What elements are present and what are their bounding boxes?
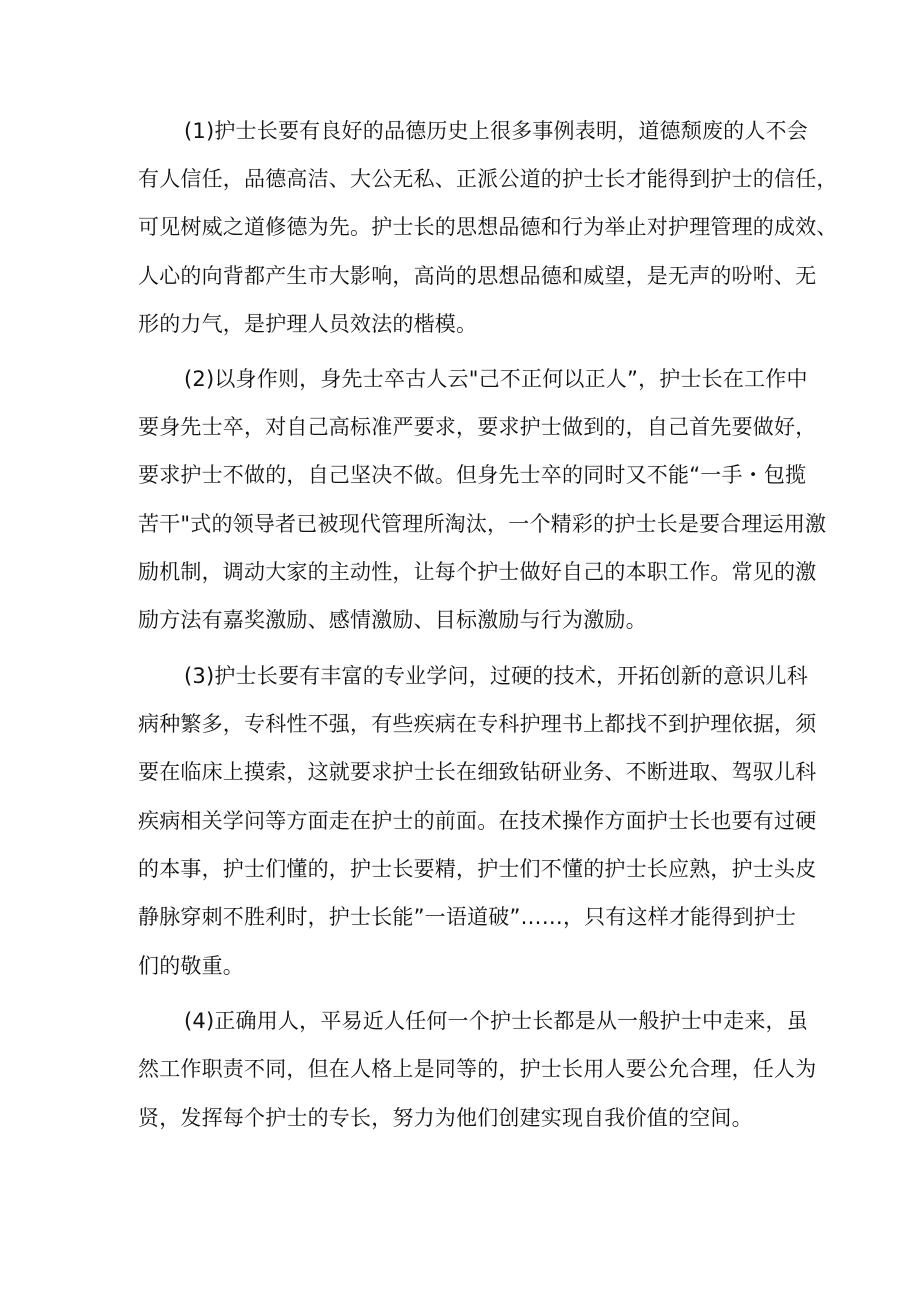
paragraph-3-line-4: 疾病相关学问等方面走在护士的前面。在技术操作方面护士长也要有过硬 — [138, 809, 817, 833]
paragraph-4-line-3: 贤，发挥每个护士的专长，努力为他们创建实现自我价值的空间。 — [138, 1106, 753, 1130]
paragraph-4-line-2: 然工作职责不同，但在人格上是同等的，护士长用人要公允合理，任人为 — [138, 1057, 817, 1081]
paragraph-4-line-1: (4)正确用人，平易近人任何一个护士长都是从一般护士中走来，虽 — [184, 1009, 808, 1033]
paragraph-2-line-6: 励方法有嘉奖激励、感情激励、目标激励与行为激励。 — [138, 608, 647, 632]
paragraph-2-line-4: 苦干"式的领导者已被现代管理所淘汰，一个精彩的护士长是要合理运用激 — [138, 512, 827, 536]
paragraph-3-line-2: 病种繁多，专科性不强，有些疾病在专科护理书上都找不到护理依据，须 — [138, 712, 817, 736]
paragraph-2-line-5: 励机制，调动大家的主动性，让每个护士做好自己的本职工作。常见的激 — [138, 560, 817, 584]
paragraph-3-line-6: 静脉穿刺不胜利时，护士长能”一语道破”……，只有这样才能得到护士 — [138, 905, 797, 929]
paragraph-1-line-1: (1)护士长要有良好的品德历史上很多事例表明，道德颓废的人不会 — [184, 119, 808, 143]
paragraph-2-line-3: 要求护士不做的，自己坚决不做。但身先士卒的同时又不能“一手・包揽 — [138, 463, 807, 487]
paragraph-3-line-3: 要在临床上摸索，这就要求护士长在细致钻研业务、不断进取、驾驭儿科 — [138, 760, 817, 784]
paragraph-3-line-5: 的本事，护士们懂的，护士长要精，护士们不懂的护士长应熟，护士头皮 — [138, 857, 817, 881]
paragraph-1-line-5: 形的力气，是护理人员效法的楷模。 — [138, 312, 478, 336]
paragraph-3-line-1: (3)护士长要有丰富的专业学问，过硬的技术，开拓创新的意识儿科 — [184, 664, 808, 688]
paragraph-1-line-2: 有人信任，品德高洁、大公无私、正派公道的护士长才能得到护士的信任， — [138, 167, 838, 191]
paragraph-1-line-4: 人心的向背都产生市大影响，高尚的思想品德和威望，是无声的吩咐、无 — [138, 264, 817, 288]
paragraph-2-line-2: 要身先士卒，对自己高标准严要求，要求护士做到的，自己首先要做好， — [138, 415, 817, 439]
paragraph-3-line-7: 们的敬重。 — [138, 954, 244, 978]
paragraph-1-line-3: 可见树威之道修德为先。护士长的思想品德和行为举止对护理管理的成效、 — [138, 215, 838, 239]
paragraph-2-line-1: (2)以身作则，身先士卒古人云"己不正何以正人”，护士长在工作中 — [184, 367, 808, 391]
